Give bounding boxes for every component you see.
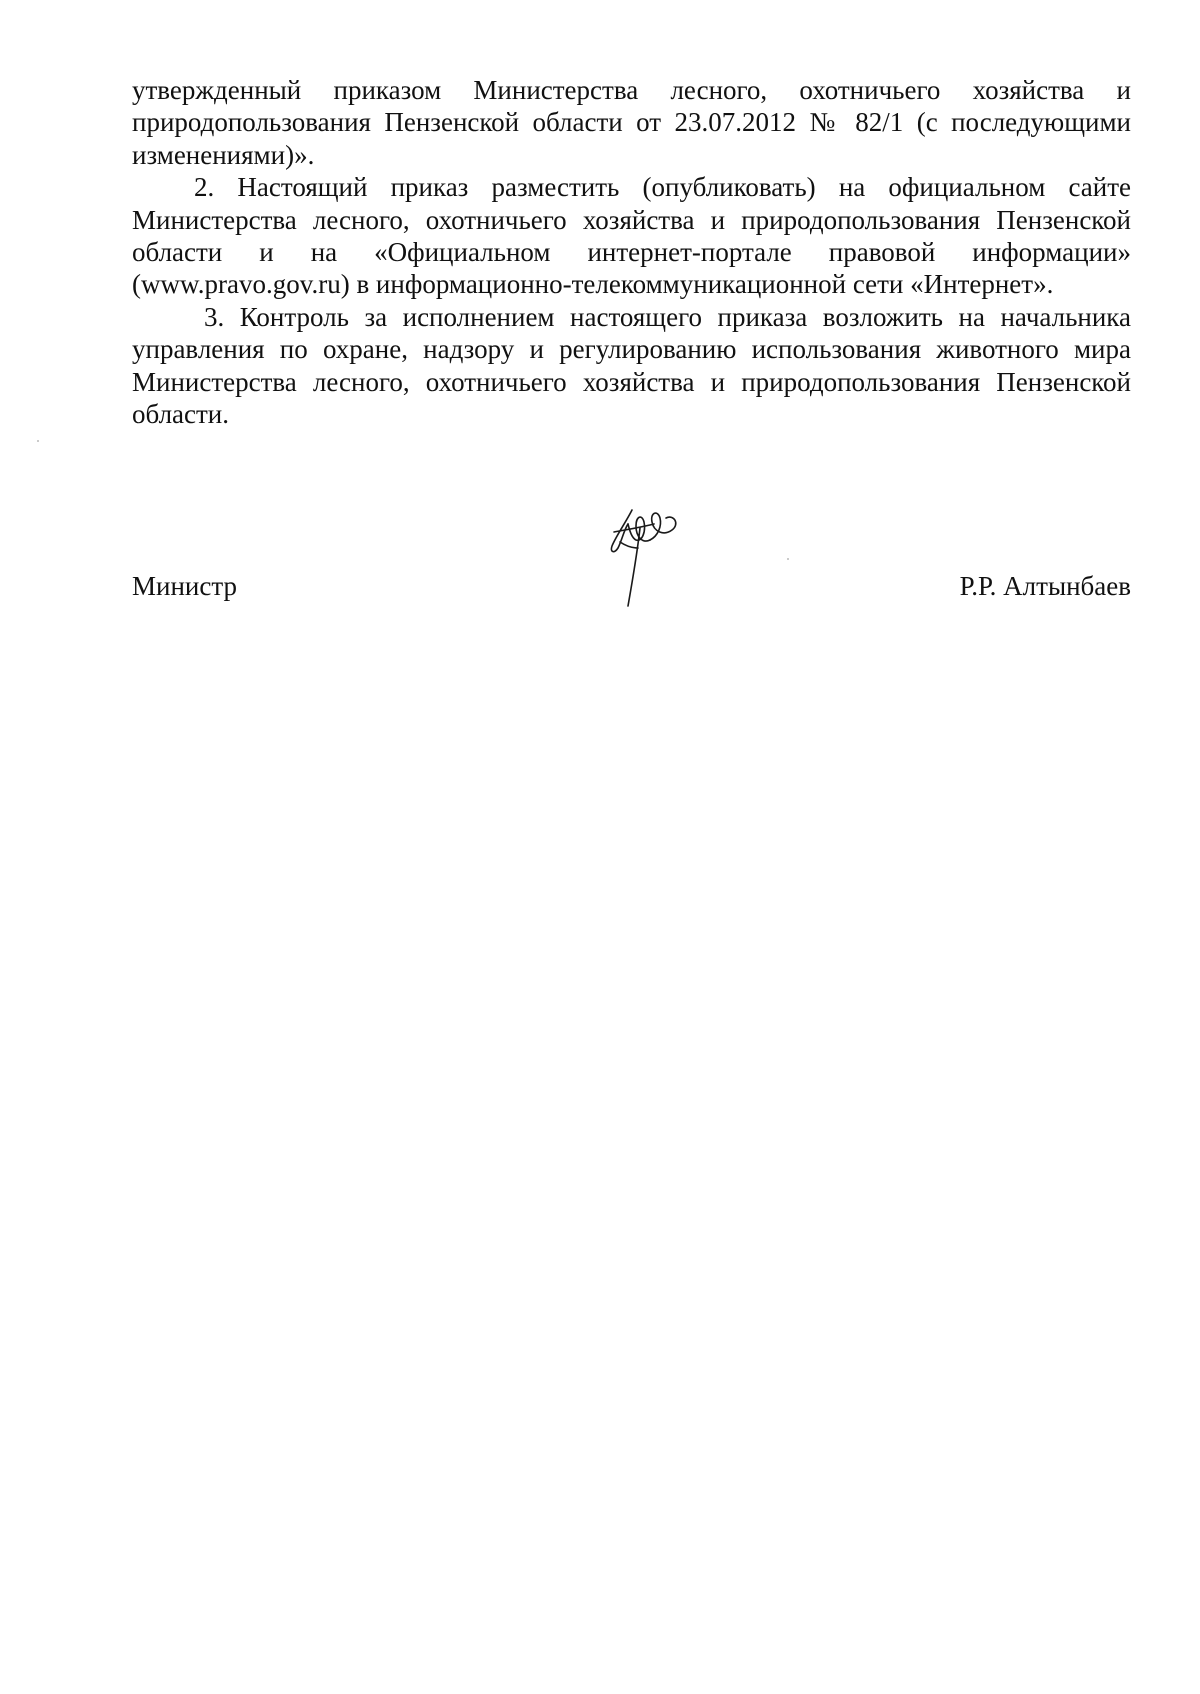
scan-speck (787, 558, 789, 560)
paragraph-item-3: 3. Контроль за исполнением настоящего приказа возложить на начальника управления по охране, надзору и регулированию использования животного мира Министерства лесного, охотничьего хозяйства и природопользования Пензенской области. (132, 301, 1131, 430)
signature-block (132, 566, 1131, 606)
document-body (132, 74, 1131, 430)
signatory-name: Р.Р. Алтынбаев (959, 571, 1131, 601)
paragraph-item-2: 2. Настоящий приказ разместить (опубликовать) на официальном сайте Министерства лесного, охотничьего хозяйства и природопользования Пензенской области и на «Официальном интернет-портале правовой информации» (www.pravo.gov.ru) в информационно-телекоммуникационной сети «Интернет». (132, 172, 1131, 300)
signatory-title: Министр (132, 571, 237, 601)
paragraph-continuation: утвержденный приказом Министерства лесного, охотничьего хозяйства и природопользования Пензенской области от 23.07.2012 № 82/1 (с последующими изменениями)». (132, 75, 1131, 170)
scan-speck (37, 440, 39, 442)
